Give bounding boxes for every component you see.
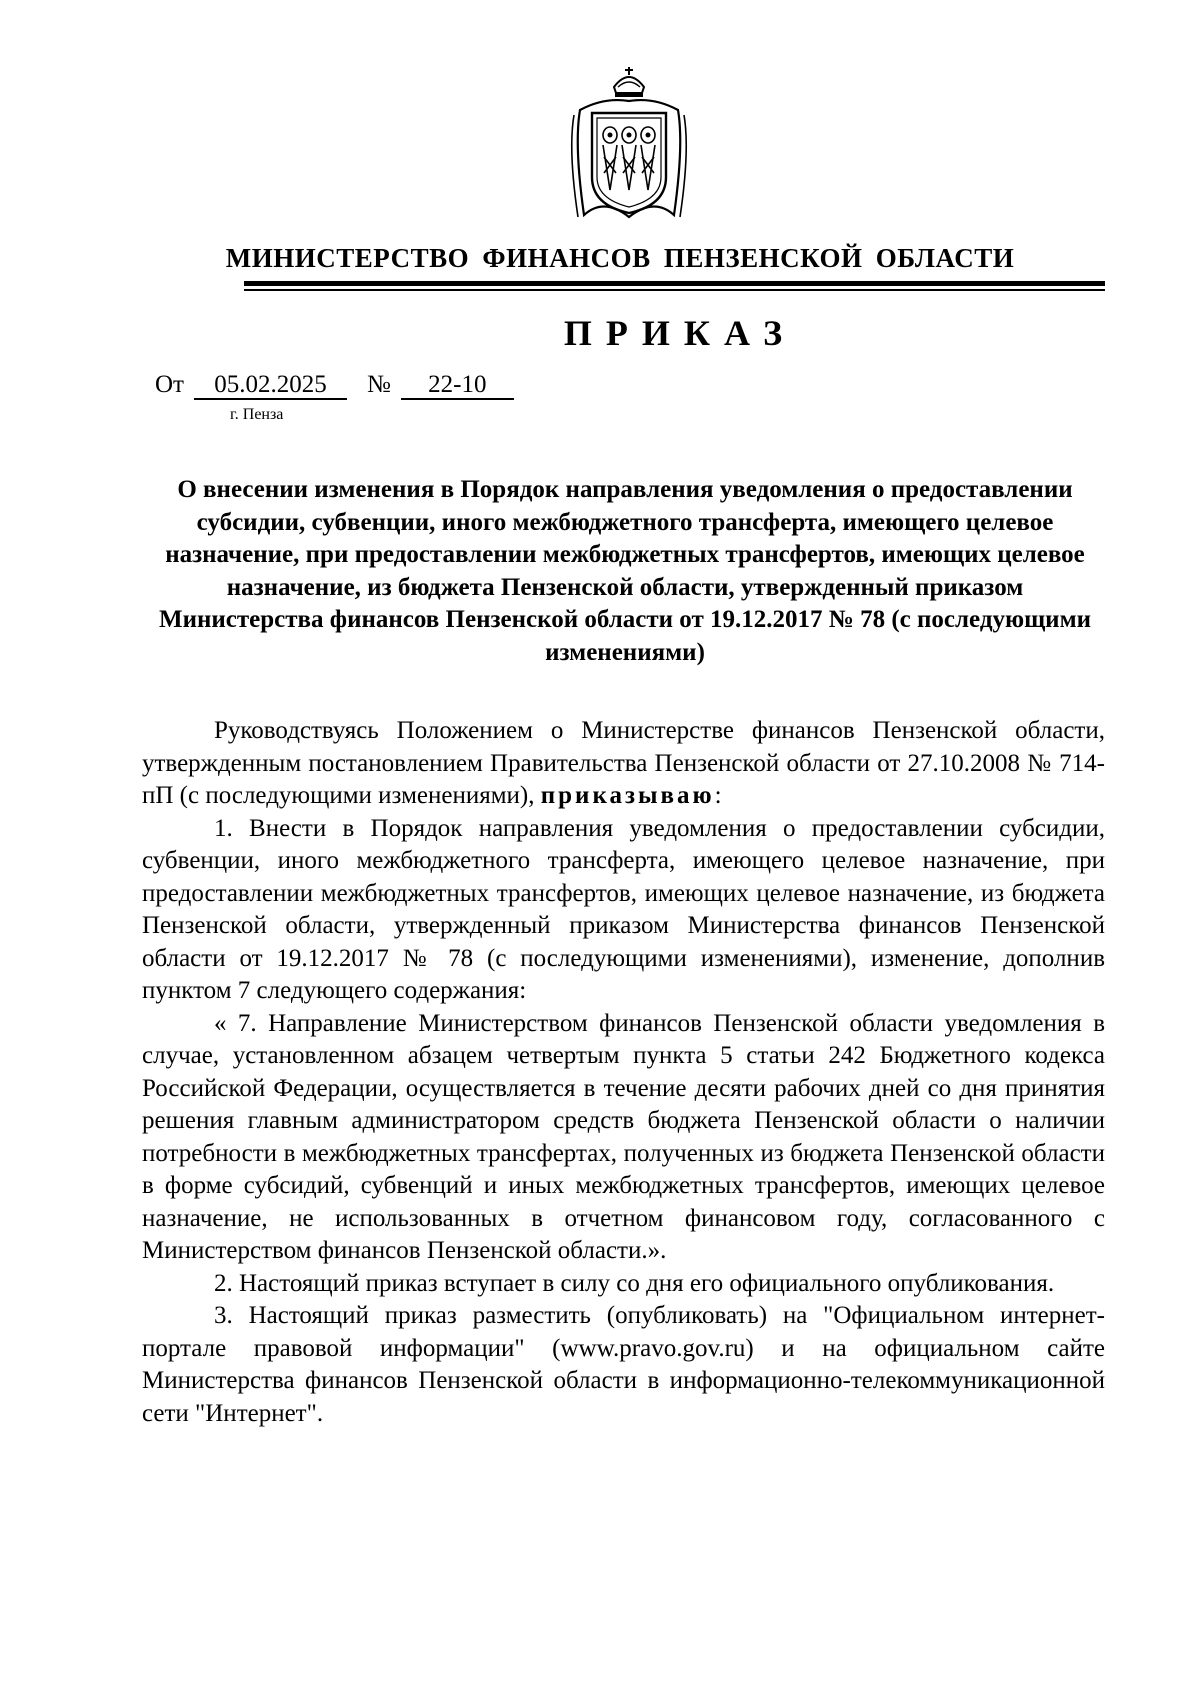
document-number: 22-10 <box>401 372 514 400</box>
header-rule-thick <box>244 281 1105 286</box>
ministry-name: МИНИСТЕРСТВО ФИНАНСОВ ПЕНЗЕНСКОЙ ОБЛАСТИ <box>225 243 1015 273</box>
item-1-quote: « 7. Направление Министерством финансов Пензенской области уведомления в случае, установленном абзацем четвертым пункта 5 статьи 242 Бюджетного кодекса Российской Федерации, осуществляется в течение десяти рабочих дней со дня принятия решения главным администратором средств бюджета Пензенской области о наличии потребности в межбюджетных трансфертах, полученных из бюджета Пензенской области в форме субсидий, субвенций и иных межбюджетных трансфертов, имеющих целевое назначение, не использованных в отчетном финансовом году, согласованного с Министерством финансов Пензенской области.». <box>142 1009 1105 1264</box>
document-body <box>142 715 1105 1430</box>
document-heading: О внесении изменения в Порядок направления уведомления о предоставлении субсидии, субвенции, иного межбюджетного трансферта, имеющего целевое назначение, при предоставлении межбюджетных трансфертов, имеющих целевое назначение, из бюджета Пензенской области, утвержденный приказом Министерства финансов Пензенской области от 19.12.2017 № 78 (с последующими изменениями) <box>158 476 1092 666</box>
decree-word: приказываю <box>540 782 715 809</box>
intro-paragraph <box>142 715 1105 813</box>
document-type: ПРИКАЗ <box>563 313 797 353</box>
header-rule-thin <box>244 289 1105 291</box>
date-prefix: От <box>155 371 184 398</box>
item-2: 2. Настоящий приказ вступает в силу со дня его официального опубликования. <box>214 1269 1055 1297</box>
number-sign: № <box>366 371 391 398</box>
intro-text: Руководствуясь Положением о Министерстве финансов Пензенской области, утвержденным постановлением Правительства Пензенской области от 27.10.2008 № 714-пП (с последующими изменениями), <box>142 717 1105 809</box>
item-3: 3. Настоящий приказ разместить (опубликовать) на "Официальном интернет-портале правовой информации" (www.pravo.gov.ru) и на официальном сайте Министерства финансов Пензенской области в информационно-телекоммуникационной сети "Интернет". <box>142 1302 1105 1427</box>
coat-of-arms-icon <box>570 65 688 225</box>
item-1: 1. Внести в Порядок направления уведомления о предоставлении субсидии, субвенции, иного межбюджетного трансферта, имеющего целевое назначение, при предоставлении межбюджетных трансфертов, имеющих целевое назначение, из бюджета Пензенской области, утвержденный приказом Министерства финансов Пензенской области от 19.12.2017 № 78 (с последующими изменениями), изменение, дополнив пунктом 7 следующего содержания: <box>142 814 1105 1004</box>
document-city: г. Пенза <box>230 406 284 423</box>
date-number-line <box>155 370 514 400</box>
decree-colon: : <box>714 782 722 809</box>
document-date: 05.02.2025 <box>194 372 347 400</box>
